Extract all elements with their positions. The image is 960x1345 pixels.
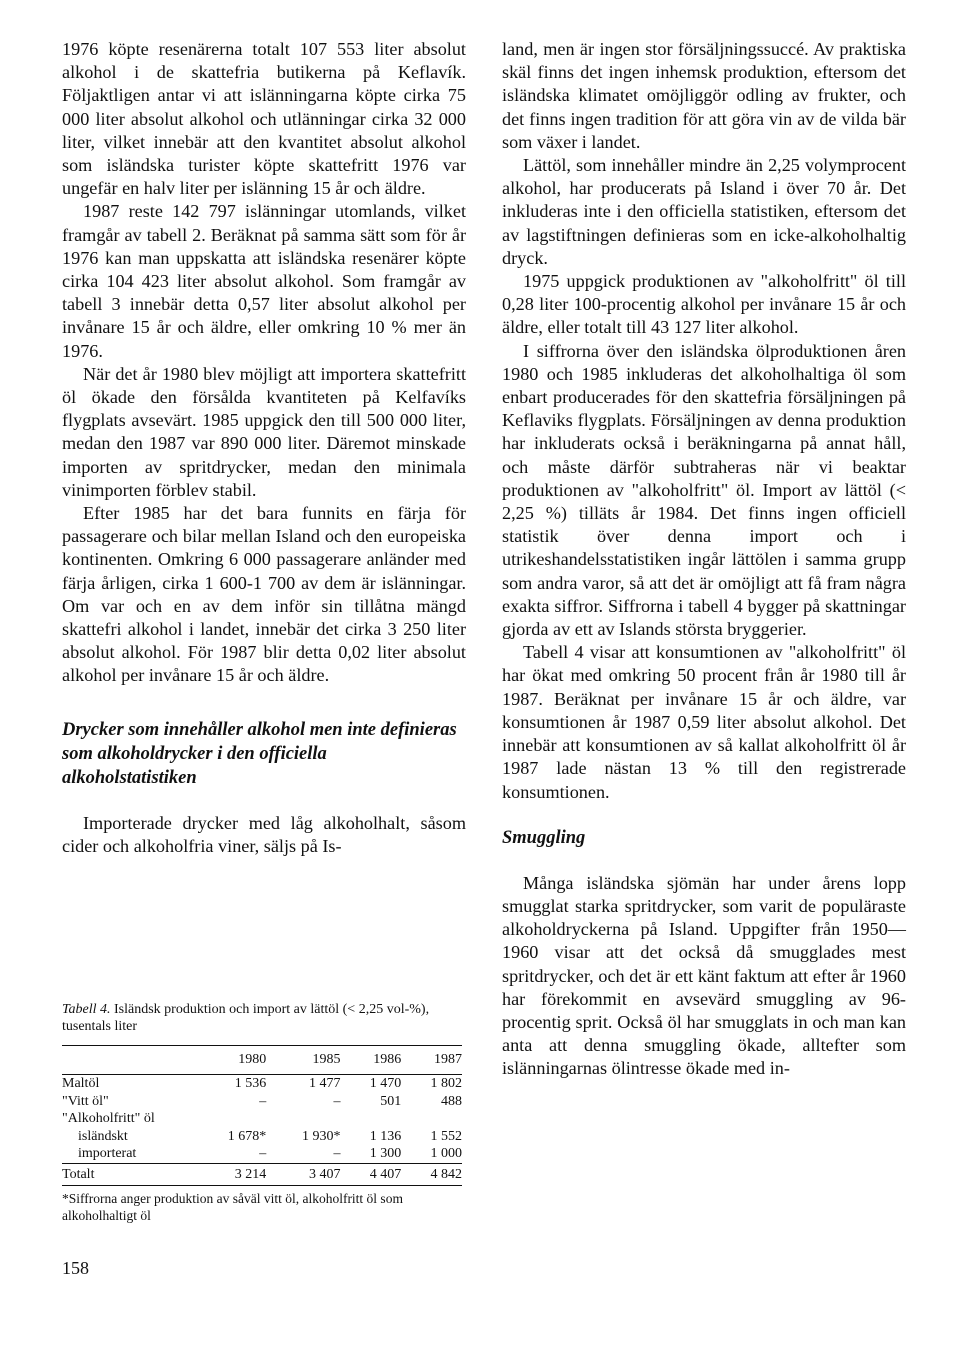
table-cell: 1 136 (369, 1128, 402, 1144)
column-header: 1980 (192, 1046, 266, 1075)
table-cell (192, 1110, 266, 1128)
paragraph: I siffrorna över den isländska ölproduktionen åren 1980 och 1985 inkluderas det alkoholhaltiga öl som enbart producerades för den skattefria försäljningen på Keflaviks flygplats. Försäljningen av denna produktion har inkluderats också i beräkningarna på annat håll, och måste därför subtraheras när vi beaktar produktionen av "alkoholfritt" öl. Import av lättöl (< 2,25 %) tilläts år 1984. Det finns ingen officiell statistik över denna import och i utrikeshandelsstatistiken ingår lättölen i samma grupp som andra varor, så att det är omöjligt att få fram några exakta siffror. Siffrorna i tabell 4 bygger på skattningar gjorda av ett av Islands största bryggerier. (502, 340, 906, 640)
table-cell: 1 802 (430, 1076, 462, 1092)
table-cell: 1 678* (227, 1128, 267, 1144)
table-total-row (62, 1163, 462, 1186)
row-label: Maltöl (62, 1076, 100, 1092)
table-cell (401, 1110, 462, 1128)
table-cell: 501 (380, 1093, 402, 1109)
section-heading: Drycker som innehåller alkohol men inte definieras som alkoholdrycker i den officiella alkoholstatistiken (62, 719, 457, 788)
table-row (62, 1128, 462, 1146)
table-cell (341, 1110, 402, 1128)
table-row (62, 1110, 462, 1128)
column-header: 1985 (266, 1046, 340, 1075)
table-caption-text: Isländsk produktion och import av lättöl (< 2,25 vol-%), tusentals liter (62, 1002, 430, 1034)
table-cell: – (259, 1093, 267, 1109)
table-cell: 4 407 (341, 1163, 402, 1186)
paragraph: När det år 1980 blev möjligt att importera skattefritt öl ökade den försålda kvantiteten på Kelfavíks flygplats avsevärt. 1985 uppgick den till 500 000 liter, medan den 1987 var 890 000 liter. Däremot minskade importen av spritdrycker, medan den minimala vinimporten förblev stabil. (62, 363, 466, 500)
paragraph: Efter 1985 har det bara funnits en färja för passagerare och bilar mellan Island och den europeiska kontinenten. Omkring 6 000 passagerare anländer med färja årligen, cirka 1 600-1 700 av dem är islänningar. Om var och en av dem inför sin tillåtna mängd skattefri alkohol i landet, innebär det cirka 3 250 liter absolut alkohol. För 1987 blir detta 0,02 liter absolut alkohol per invånare 15 år och äldre. (62, 503, 466, 686)
table-cell: 1 000 (430, 1146, 462, 1162)
table-4 (62, 1001, 462, 1224)
table-cell: 1 552 (430, 1128, 462, 1144)
table-cell: 1 536 (234, 1076, 267, 1092)
table-cell: 1 930* (302, 1128, 341, 1144)
table-cell: 1 470 (369, 1076, 402, 1092)
row-label: Totalt (62, 1163, 192, 1186)
paragraph: Lättöl, som innehåller mindre än 2,25 volymprocent alkohol, har producerats på Island i över 70 år. Det inkluderas inte i den officiella statistiken, eftersom det av lagstiftningen definieras som en icke-alkoholhaltig dryck. (502, 155, 906, 268)
paragraph: Tabell 4 visar att konsumtionen av "alkoholfritt" öl har ökat med omkring 50 procent från år 1980 till år 1987. Beräknat per invånare 15 år och äldre, var konsumtionen år 1987 0,59 liter absolut alkohol. Det innebär att konsumtionen av så kallat alkoholfritt öl år 1987 lade nästan 13 % till den registrerade konsumtionen. (502, 642, 906, 802)
table-cell: 3 407 (266, 1163, 340, 1186)
table-cell: – (333, 1093, 341, 1109)
paragraph: 1987 reste 142 797 islänningar utomlands, vilket framgår av tabell 2. Beräknat på samma sätt som för år 1976 kan man uppskatta att isländska resenärer köpte cirka 104 423 liter absolut alkohol. Som framgår av tabell 3 innebär detta 0,57 liter absolut alkohol per invånare 15 år och äldre, eller omkring 10 % mer än 1976. (62, 201, 466, 361)
table-cell: – (259, 1146, 267, 1162)
table-cell (266, 1110, 340, 1128)
row-label: "Alkoholfritt" öl (62, 1111, 155, 1127)
right-column (502, 38, 906, 1081)
paragraph: 1975 uppgick produktionen av "alkoholfritt" öl till 0,28 liter 100-procentig alkohol per invånare 15 år och äldre, eller totalt till 43 127 liter alkohol. (502, 271, 906, 338)
table-row (62, 1093, 462, 1111)
column-header: 1987 (401, 1046, 462, 1075)
row-label: importerat (78, 1146, 137, 1162)
table-cell: 488 (441, 1093, 462, 1109)
table-cell: 1 477 (309, 1076, 341, 1092)
table-row (62, 1145, 462, 1163)
table-row (62, 1075, 462, 1093)
data-table (62, 1045, 462, 1186)
paragraph: Importerade drycker med låg alkoholhalt, såsom cider och alkoholfria viner, säljs på Is- (62, 812, 466, 856)
column-header (62, 1046, 192, 1075)
paragraph: Många isländska sjömän har under årens lopp smugglat starka spritdrycker, som varit de populäraste alkoholdryckerna på Island. Uppgifter från 1950—1960 visar att det också då smugglades mest spritdrycker, och det är ett känt faktum att efter år 1960 har förekommit en avsevärd smuggling av 96-procentig sprit. Också öl har smugglats in och man kan anta att denna smuggling ökade, alltefter som islänningarnas ölintresse ökade med in- (502, 872, 906, 1079)
paragraph: 1976 köpte resenärerna totalt 107 553 liter absolut alkohol i de skattefria butikerna på Keflavík. Följaktligen antar vi att islänningarna köpte cirka 75 000 liter absolut alkohol och utlänningar cirka 32 000 liter, vilket innebär att den kvantitet absolut alkohol som isländska turister köpte skattefritt 1976 var ungefär en halv liter per islänning 15 år och äldre. (62, 39, 466, 199)
table-cell: – (333, 1146, 341, 1162)
row-label: "Vitt öl" (62, 1093, 109, 1109)
table-cell: 3 214 (192, 1163, 266, 1186)
left-column (62, 38, 466, 858)
section-heading: Smuggling (502, 827, 586, 848)
table-cell: 1 300 (369, 1146, 402, 1162)
column-header: 1986 (341, 1046, 402, 1075)
table-footnote: *Siffrorna anger produktion av såväl vitt öl, alkoholfritt öl som alkoholhaltigt öl (62, 1191, 403, 1223)
table-header-row (62, 1046, 462, 1075)
table-cell: 4 842 (401, 1163, 462, 1186)
table-caption (62, 1001, 462, 1035)
page-number: 158 (62, 1258, 89, 1278)
paragraph: land, men är ingen stor försäljningssuccé. Av praktiska skäl finns det ingen inhemsk produktion, eftersom det isländska klimatet omöjliggör odling av frukter, och det finns ingen tradition för att göra vin av de vilda bär som växer i landet. (502, 39, 906, 152)
table-caption-label: Tabell 4. (62, 1002, 111, 1017)
row-label: isländskt (78, 1128, 128, 1144)
